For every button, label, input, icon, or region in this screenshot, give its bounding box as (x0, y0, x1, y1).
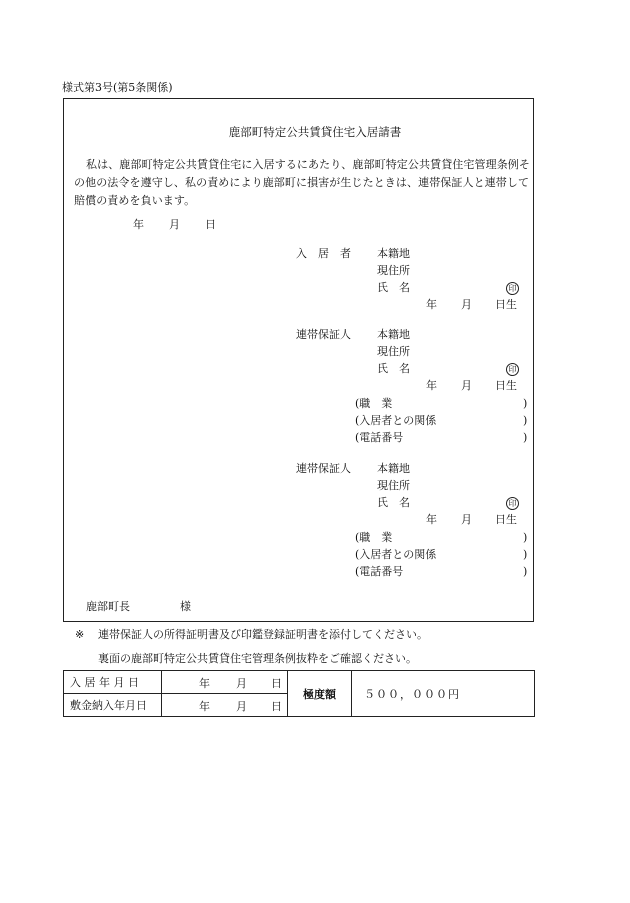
guarantor2-role: 連帯保証人 (296, 462, 351, 475)
note-mark: ※ (75, 628, 85, 641)
seal-icon: 印 (506, 363, 519, 376)
form-number: 様式第3号(第5条関係) (62, 81, 173, 94)
guarantor1-occupation-close: ) (523, 397, 528, 410)
table-row (64, 671, 535, 694)
guarantor1-occupation: (職 業 (355, 397, 393, 410)
deposit-year: 年 (199, 700, 210, 713)
note-confirm: 裏面の鹿部町特定公共賃貸住宅管理条例抜粋をご確認ください。 (98, 652, 417, 665)
move-in-date-value (162, 671, 288, 694)
limit-label: 極度額 (288, 671, 352, 717)
move-in-year: 年 (199, 677, 210, 690)
addressee-name: 鹿部町長 (86, 600, 130, 613)
date-year: 年 (133, 218, 144, 231)
note-attachment: 連帯保証人の所得証明書及び印鑑登録証明書を添付してください。 (98, 628, 428, 641)
guarantor1-phone-close: ) (523, 431, 528, 444)
document-title: 鹿部町特定公共賃貸住宅入居請書 (228, 125, 402, 139)
guarantor2-occupation-close: ) (523, 531, 528, 544)
seal-icon: 印 (506, 282, 519, 295)
guarantor2-domicile: 本籍地 (377, 462, 410, 475)
deposit-date-label: 敷金納入年月日 (64, 694, 162, 717)
guarantor1-birth-month: 月 (461, 379, 472, 392)
guarantor1-birth-year: 年 (426, 379, 437, 392)
guarantor2-occupation: (職 業 (355, 531, 393, 544)
resident-birth-year: 年 (426, 298, 437, 311)
guarantor1-seal (506, 362, 519, 376)
resident-seal (506, 281, 519, 295)
footer-table (63, 670, 535, 717)
guarantor2-birth-year: 年 (426, 513, 437, 526)
deposit-day: 日 (271, 700, 282, 713)
guarantor2-relation-close: ) (523, 548, 528, 561)
date-day: 日 (205, 218, 216, 231)
guarantor1-birth-day: 日生 (495, 379, 517, 392)
resident-name: 氏 名 (377, 281, 410, 294)
resident-birth-day: 日生 (495, 298, 517, 311)
resident-domicile: 本籍地 (377, 247, 410, 260)
guarantor2-birth-month: 月 (461, 513, 472, 526)
guarantor2-phone-close: ) (523, 565, 528, 578)
deposit-date-value (162, 694, 288, 717)
guarantor2-birth-day: 日生 (495, 513, 517, 526)
date-month: 月 (169, 218, 180, 231)
move-in-day: 日 (271, 677, 282, 690)
guarantor2-name: 氏 名 (377, 496, 410, 509)
seal-icon: 印 (506, 497, 519, 510)
move-in-date-label: 入 居 年 月 日 (64, 671, 162, 694)
guarantor1-domicile: 本籍地 (377, 328, 410, 341)
guarantor1-address: 現住所 (377, 345, 410, 358)
guarantor2-phone: (電話番号 (355, 565, 404, 578)
deposit-month: 月 (236, 700, 247, 713)
limit-value: ５００，０００円 (352, 671, 535, 717)
declaration-paragraph: 私は、鹿部町特定公共賃貸住宅に入居するにあたり、鹿部町特定公共賃貸住宅管理条例その他の法令を遵守し、私の責めにより鹿部町に損害が生じたときは、連帯保証人と連帯して賠償の責めを負います。 (74, 158, 530, 207)
move-in-month: 月 (236, 677, 247, 690)
resident-birth-month: 月 (461, 298, 472, 311)
guarantor2-address: 現住所 (377, 479, 410, 492)
guarantor1-name: 氏 名 (377, 362, 410, 375)
guarantor2-seal (506, 496, 519, 510)
guarantor1-phone: (電話番号 (355, 431, 404, 444)
guarantor2-relation: (入居者との関係 (355, 548, 437, 561)
guarantor1-relation-close: ) (523, 414, 528, 427)
guarantor1-relation: (入居者との関係 (355, 414, 437, 427)
resident-role: 入 居 者 (296, 247, 351, 260)
resident-address: 現住所 (377, 264, 410, 277)
addressee-honorific: 様 (180, 600, 191, 613)
guarantor1-role: 連帯保証人 (296, 328, 351, 341)
